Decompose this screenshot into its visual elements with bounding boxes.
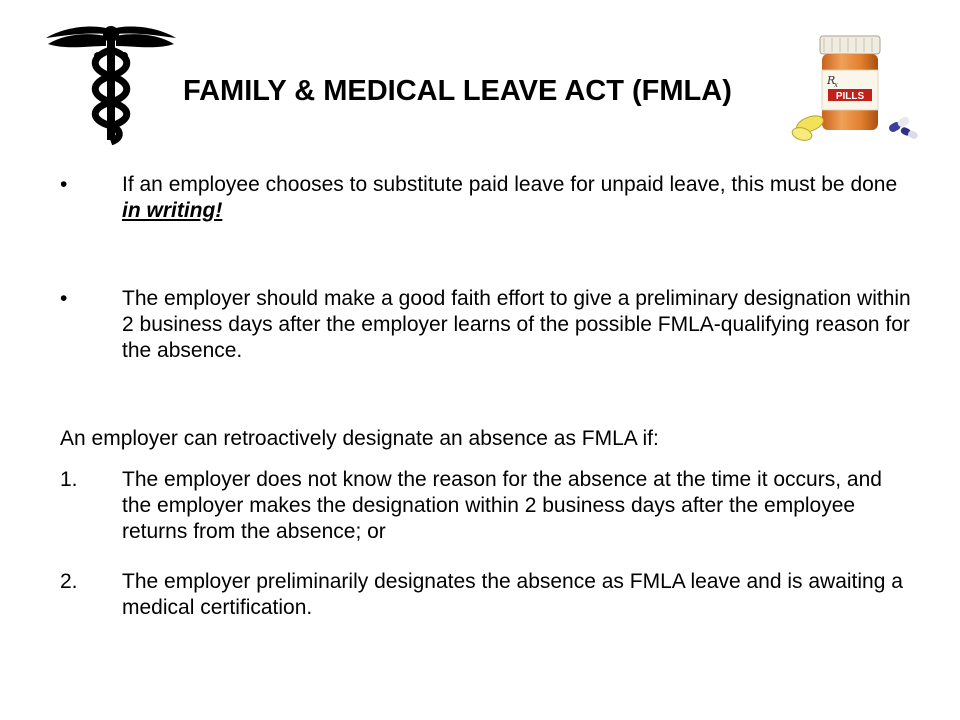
bullet-text <box>122 172 912 224</box>
numbered-text: The employer does not know the reason for the absence at the time it occurs, and the employer makes the designation within 2 business days after the employee returns from the absence; or <box>122 468 882 543</box>
numbered-text: The employer preliminarily designates the absence as FMLA leave and is awaiting a medical certification. <box>122 570 903 619</box>
slide-title: FAMILY & MEDICAL LEAVE ACT (FMLA) <box>183 75 732 107</box>
bullet-marker: • <box>60 173 68 196</box>
svg-text:PILLS: PILLS <box>835 91 865 102</box>
intro-line: An employer can retroactively designate an absence as FMLA if: <box>60 427 659 450</box>
pill-bottle-icon <box>790 26 922 142</box>
bullet-text: The employer should make a good faith effort to give a preliminary designation within 2 business days after the employer learns of the possible FMLA-qualifying reason for the absence. <box>122 287 911 362</box>
caduceus-icon <box>44 20 178 146</box>
numbered-marker: 2. <box>60 570 78 593</box>
svg-text:x: x <box>834 81 838 89</box>
emphasis-in-writing: in writing! <box>122 199 223 222</box>
numbered-marker: 1. <box>60 468 78 491</box>
bullet-marker: • <box>60 287 68 310</box>
bullet-text-main: If an employee chooses to substitute paid leave for unpaid leave, this must be done <box>122 173 898 196</box>
svg-text:R: R <box>827 74 836 87</box>
